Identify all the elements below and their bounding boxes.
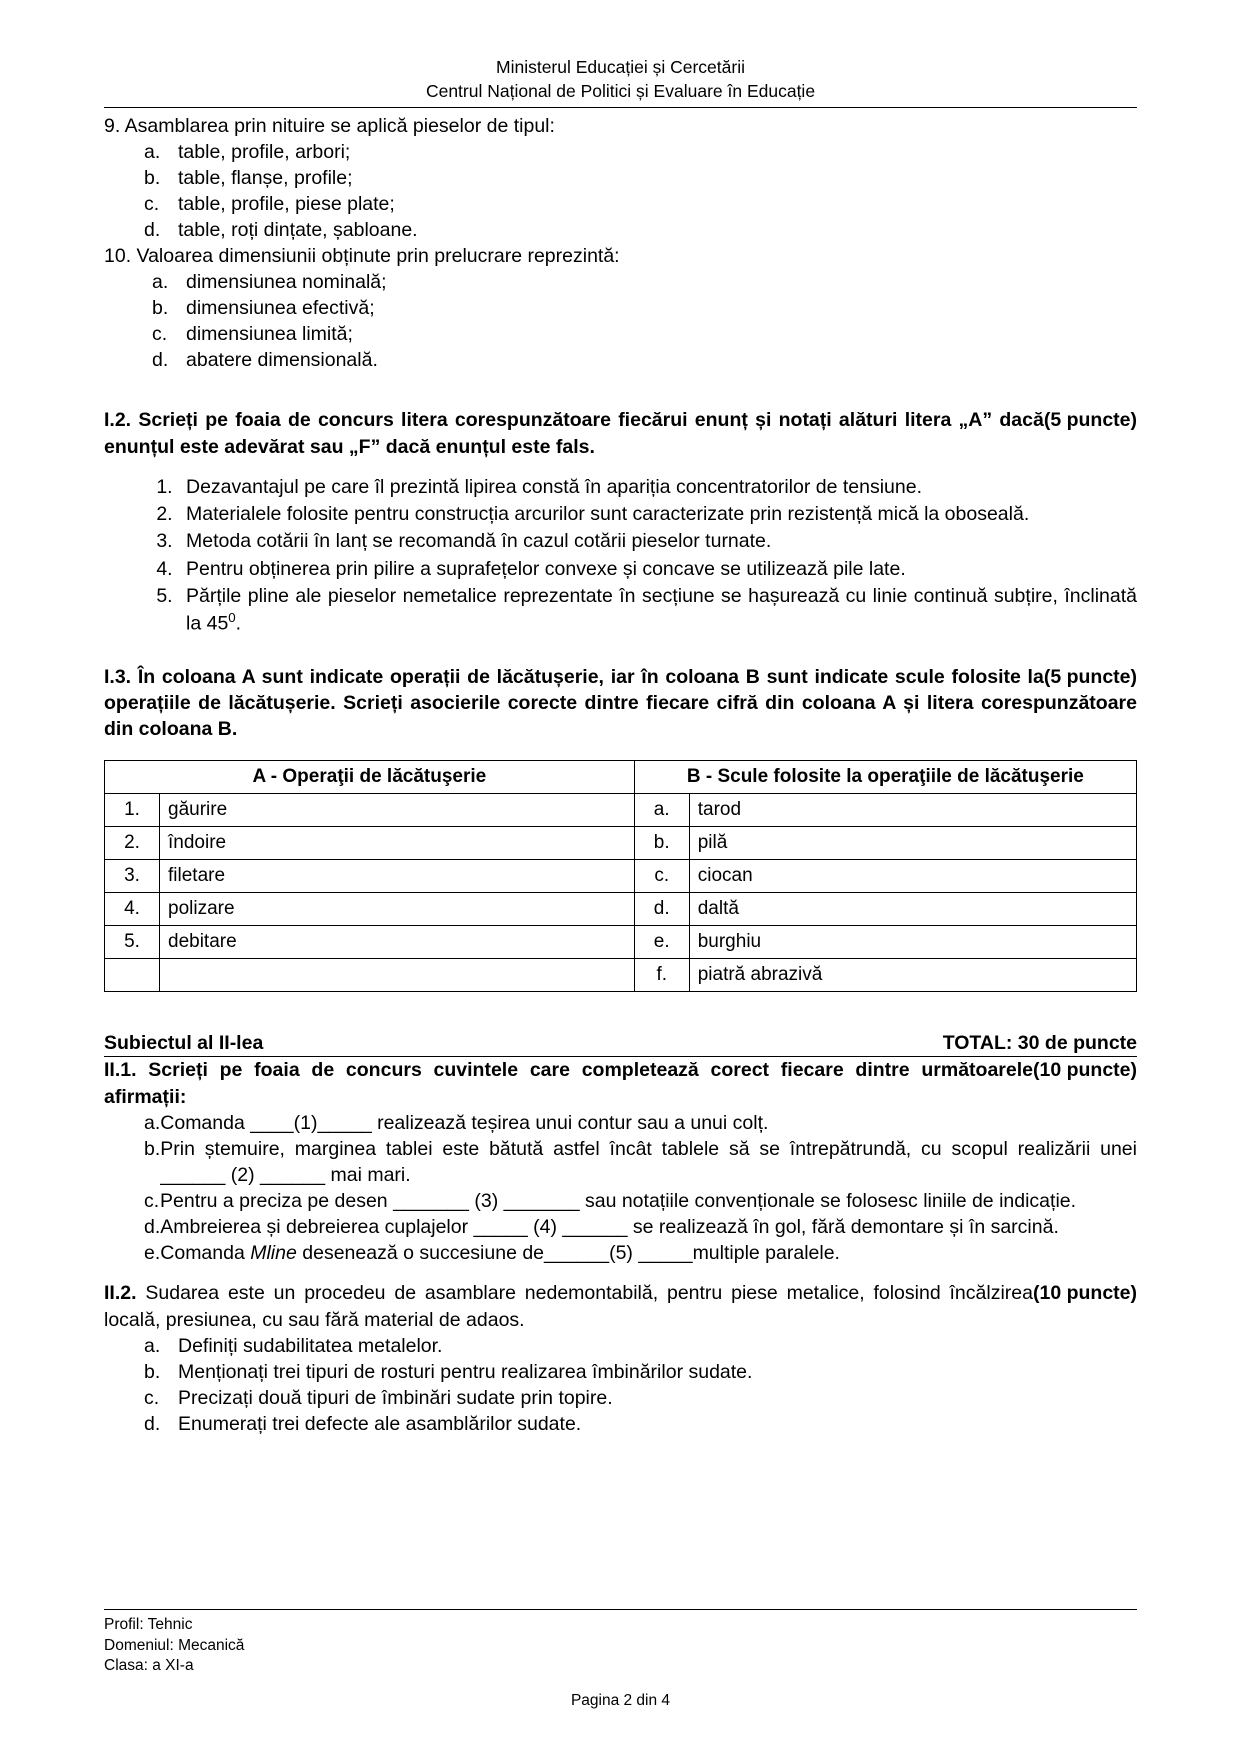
item-text: Enumerați trei defecte ale asamblărilor sudate. xyxy=(178,1413,582,1436)
item-letter: c. xyxy=(144,1386,160,1409)
table-row xyxy=(105,860,1137,893)
ii2-statement-block xyxy=(104,1280,1137,1332)
row-number xyxy=(105,959,160,992)
item-text: Pentru a preciza pe desen _______ (3) _______ sau notațiile convenționale se folosesc liniile de indicație. xyxy=(160,1190,1077,1213)
item-letter: c. xyxy=(144,1190,160,1213)
association-table xyxy=(104,760,1137,992)
header-center: Centrul Național de Politici și Evaluare în Educație xyxy=(425,80,816,101)
item-text: Definiți sudabilitatea metalelor. xyxy=(178,1334,443,1357)
i2-instruction: I.2. Scrieți pe foaia de concurs litera corespunzătoare fiecărui enunț și notați alături litera „A” dacă enunțul este adevărat sau „F” dacă enunțul este fals. xyxy=(104,409,1044,458)
footer-domeniu: Domeniul: Mecanică xyxy=(104,1636,245,1654)
item-text: Prin ștemuire, marginea tablei este bătută astfel încât tablele să se întrepătrundă, cu scopul realizării unei ______ (2) ______ mai mari. xyxy=(160,1137,1137,1186)
question-10-option-c xyxy=(152,322,1137,348)
option-letter: c. xyxy=(152,322,168,345)
ii2-label: II.2. xyxy=(104,1282,137,1305)
question-10-option-a xyxy=(152,270,1137,296)
list-item: 1. Dezavantajul pe care îl prezintă lipirea constă în apariția concentratorilor de tensiune. xyxy=(178,474,1137,500)
item-letter: a. xyxy=(144,1111,161,1134)
question-10-option-b xyxy=(152,296,1137,322)
ii1-points: (10 puncte) xyxy=(1032,1059,1137,1082)
list-item: 2. Materialele folosite pentru construcția arcurilor sunt caracterizate prin rezistență mică la oboseală. xyxy=(178,501,1137,527)
question-9-option-b xyxy=(144,166,1137,192)
item-text: Precizați două tipuri de îmbinări sudate prin topire. xyxy=(178,1386,613,1409)
row-letter: c. xyxy=(634,860,689,893)
footer-profil: Profil: Tehnic xyxy=(104,1616,193,1634)
i2-statement-list xyxy=(104,474,1137,637)
ii1-item-c xyxy=(104,1188,1137,1214)
header-ministry: Ministerul Educației și Cercetării xyxy=(496,57,745,77)
subject-2-total: TOTAL: 30 de puncte xyxy=(942,1032,1137,1055)
footer-clasa: Clasa: a XI-a xyxy=(104,1657,194,1675)
row-operation xyxy=(160,959,635,992)
table-row xyxy=(105,827,1137,860)
i3-instruction-block xyxy=(104,664,1137,742)
option-letter: d. xyxy=(152,348,169,371)
table-row xyxy=(105,794,1137,827)
item-letter: a. xyxy=(144,1334,161,1357)
item-text xyxy=(160,1240,1137,1266)
option-text: table, roți dințate, șabloane. xyxy=(178,218,418,241)
question-9-option-a xyxy=(144,140,1137,166)
header-divider xyxy=(104,107,1137,108)
item-letter: d. xyxy=(144,1216,161,1239)
ii1-instruction-block xyxy=(104,1057,1137,1109)
ii2-item-b xyxy=(144,1359,1137,1385)
ii1-item-e xyxy=(104,1240,1137,1266)
page-number: Pagina 2 din 4 xyxy=(570,1691,671,1709)
ii1-items xyxy=(104,1110,1137,1267)
option-letter: c. xyxy=(144,193,160,216)
item-text: Menționați trei tipuri de rosturi pentru realizarea îmbinărilor sudate. xyxy=(178,1360,753,1383)
subject-2-title: Subiectul al II-lea xyxy=(104,1032,264,1055)
option-text: dimensiunea nominală; xyxy=(186,270,387,293)
row-tool: tarod xyxy=(689,794,1136,827)
row-operation: îndoire xyxy=(160,827,635,860)
table-header-a: A - Operaţii de lăcătuşerie xyxy=(105,761,635,794)
question-9-stem: 9. Asamblarea prin nituire se aplică pieselor de tipul: xyxy=(104,115,555,138)
ii1-item-d xyxy=(104,1214,1137,1240)
option-text: dimensiunea limită; xyxy=(186,322,353,345)
row-number: 5. xyxy=(105,926,160,959)
row-tool: piatră abrazivă xyxy=(689,959,1136,992)
row-number: 1. xyxy=(105,794,160,827)
ii2-statement: Sudarea este un procedeu de asamblare nedemontabilă, pentru piese metalice, folosind încălzirea locală, presiunea, cu sau fără material de adaos. xyxy=(104,1282,1033,1331)
row-letter: f. xyxy=(634,959,689,992)
footer-divider xyxy=(104,1609,1137,1610)
question-9-option-c xyxy=(144,192,1137,218)
list-item xyxy=(178,583,1137,637)
list-item: 3. Metoda cotării în lanț se recomandă în cazul cotării pieselor turnate. xyxy=(178,528,1137,554)
row-letter: d. xyxy=(634,893,689,926)
question-9-option-d xyxy=(144,218,1137,244)
row-tool: ciocan xyxy=(689,860,1136,893)
option-letter: b. xyxy=(144,167,161,190)
ii2-items xyxy=(144,1333,1137,1438)
i2-points: (5 puncte) xyxy=(1043,409,1137,432)
option-text: table, flanșe, profile; xyxy=(178,167,353,190)
ii2-points: (10 puncte) xyxy=(1032,1282,1137,1305)
ii1-item-a xyxy=(104,1110,1137,1136)
table-row xyxy=(105,926,1137,959)
option-text: abatere dimensională. xyxy=(186,348,378,371)
i2-instruction-block xyxy=(104,407,1137,459)
ii2-item-a xyxy=(144,1333,1137,1359)
question-10 xyxy=(104,244,1137,374)
i3-instruction: I.3. În coloana A sunt indicate operații de lăcătușerie, iar în coloana B sunt indicate scule folosite la operațiile de lăcătușerie. Scrieți asocierile corecte dintre fiecare cifră din coloana A și litera corespunzătoare din coloana B. xyxy=(104,666,1137,741)
option-text: table, profile, piese plate; xyxy=(178,193,395,216)
table-row xyxy=(105,893,1137,926)
item-text-pre: Comanda xyxy=(160,1242,251,1265)
row-operation: debitare xyxy=(160,926,635,959)
row-letter: b. xyxy=(634,827,689,860)
row-number: 2. xyxy=(105,827,160,860)
question-9 xyxy=(104,114,1137,244)
row-operation: găurire xyxy=(160,794,635,827)
table-row xyxy=(105,959,1137,992)
row-tool: burghiu xyxy=(689,926,1136,959)
command-name: Mline xyxy=(250,1242,297,1265)
option-text: table, profile, arbori; xyxy=(178,141,351,164)
option-letter: a. xyxy=(152,270,169,293)
ii1-item-b xyxy=(104,1136,1137,1188)
row-letter: e. xyxy=(634,926,689,959)
row-tool: daltă xyxy=(689,893,1136,926)
row-tool: pilă xyxy=(689,827,1136,860)
document-footer xyxy=(104,1609,1137,1711)
list-item-text: Părțile pline ale pieselor nemetalice reprezentate în secțiune se hașurează cu linie continuă subțire, înclinată la 45 xyxy=(186,584,1137,635)
item-text: Ambreierea și debreierea cuplajelor _____ (4) ______ se realizează în gol, fără demontare și în sarcină. xyxy=(160,1216,1059,1239)
option-letter: d. xyxy=(144,218,161,241)
list-item-tail: . xyxy=(235,612,242,635)
option-text: dimensiunea efectivă; xyxy=(186,296,375,319)
option-letter: b. xyxy=(152,296,169,319)
item-text: Comanda ____(1)_____ realizează teșirea unui contur sau a unui colț. xyxy=(160,1111,769,1134)
row-operation: polizare xyxy=(160,893,635,926)
row-letter: a. xyxy=(634,794,689,827)
item-letter: b. xyxy=(144,1360,161,1383)
ii2-item-d xyxy=(144,1411,1137,1437)
item-letter: e. xyxy=(144,1242,161,1265)
table-header-b: B - Scule folosite la operaţiile de lăcătuşerie xyxy=(634,761,1136,794)
document-header xyxy=(104,56,1137,103)
item-letter: b. xyxy=(144,1137,161,1160)
item-text-post: desenează o succesiune de______(5) _____multiple paralele. xyxy=(296,1242,840,1265)
row-number: 3. xyxy=(105,860,160,893)
question-10-stem: 10. Valoarea dimensiunii obținute prin prelucrare reprezintă: xyxy=(104,244,620,267)
ii1-instruction: II.1. Scrieți pe foaia de concurs cuvintele care completează corect fiecare dintre următoarele afirmații: xyxy=(104,1059,1033,1108)
i3-points: (5 puncte) xyxy=(1043,666,1137,689)
degree-exponent: 0 xyxy=(228,610,236,626)
question-10-option-d xyxy=(152,348,1137,374)
row-operation: filetare xyxy=(160,860,635,893)
ii2-item-c xyxy=(144,1385,1137,1411)
option-letter: a. xyxy=(144,141,161,164)
list-item: 4. Pentru obținerea prin pilire a suprafețelor convexe și concave se utilizează pile late. xyxy=(178,556,1137,582)
item-letter: d. xyxy=(144,1413,161,1436)
table-header-row xyxy=(105,761,1137,794)
row-number: 4. xyxy=(105,893,160,926)
subject-2-heading xyxy=(104,1032,1137,1057)
